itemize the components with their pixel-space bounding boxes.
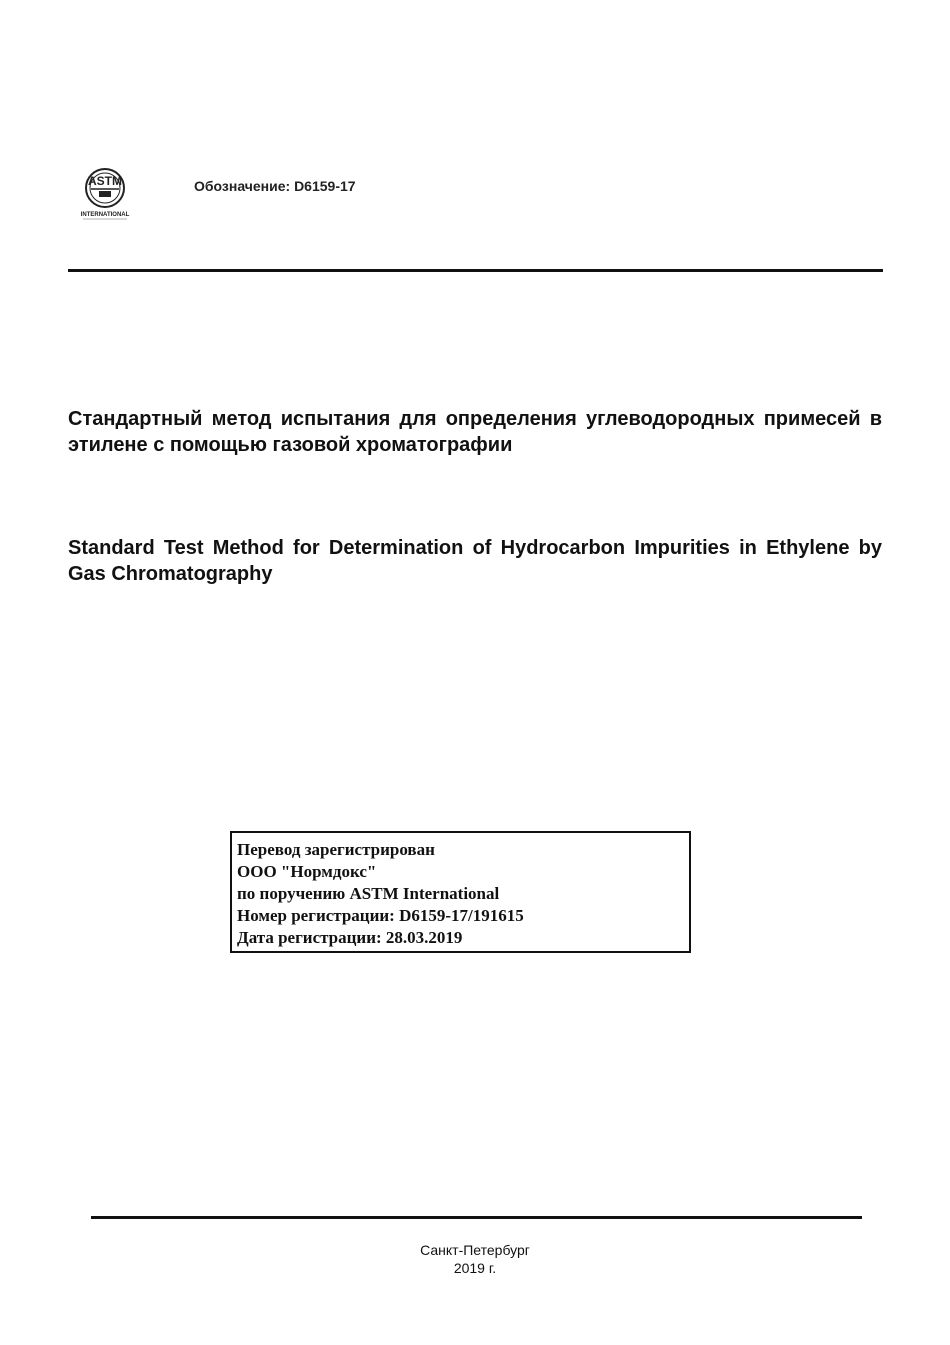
top-divider	[68, 269, 883, 272]
logo-wordmark: ASTM	[88, 174, 122, 188]
title-english: Standard Test Method for Determination of Hydrocarbon Impurities in Ethylene by Gas Chromatography	[68, 537, 882, 585]
footer-year: 2019 г.	[453, 1260, 497, 1276]
registration-number: Номер регистрации: D6159-17/191615	[237, 906, 524, 925]
designation-label: Обозначение: D6159-17	[194, 178, 356, 194]
title-russian: Стандартный метод испытания для определения углеводородных примесей в этилене с помощью газовой хроматографии	[68, 408, 882, 456]
registration-commission: по поручению ASTM International	[237, 884, 500, 903]
registration-status: Перевод зарегистрирован	[237, 840, 435, 859]
footer-city: Санкт-Петербург	[420, 1242, 530, 1258]
logo-subtext: INTERNATIONAL	[80, 212, 130, 218]
bottom-divider	[91, 1216, 862, 1219]
registration-date: Дата регистрации: 28.03.2019	[237, 928, 463, 947]
astm-logo-icon	[78, 164, 132, 222]
registration-company: ООО "Нормдокс"	[237, 862, 377, 881]
registration-box	[230, 831, 691, 953]
footer	[0, 1241, 950, 1277]
